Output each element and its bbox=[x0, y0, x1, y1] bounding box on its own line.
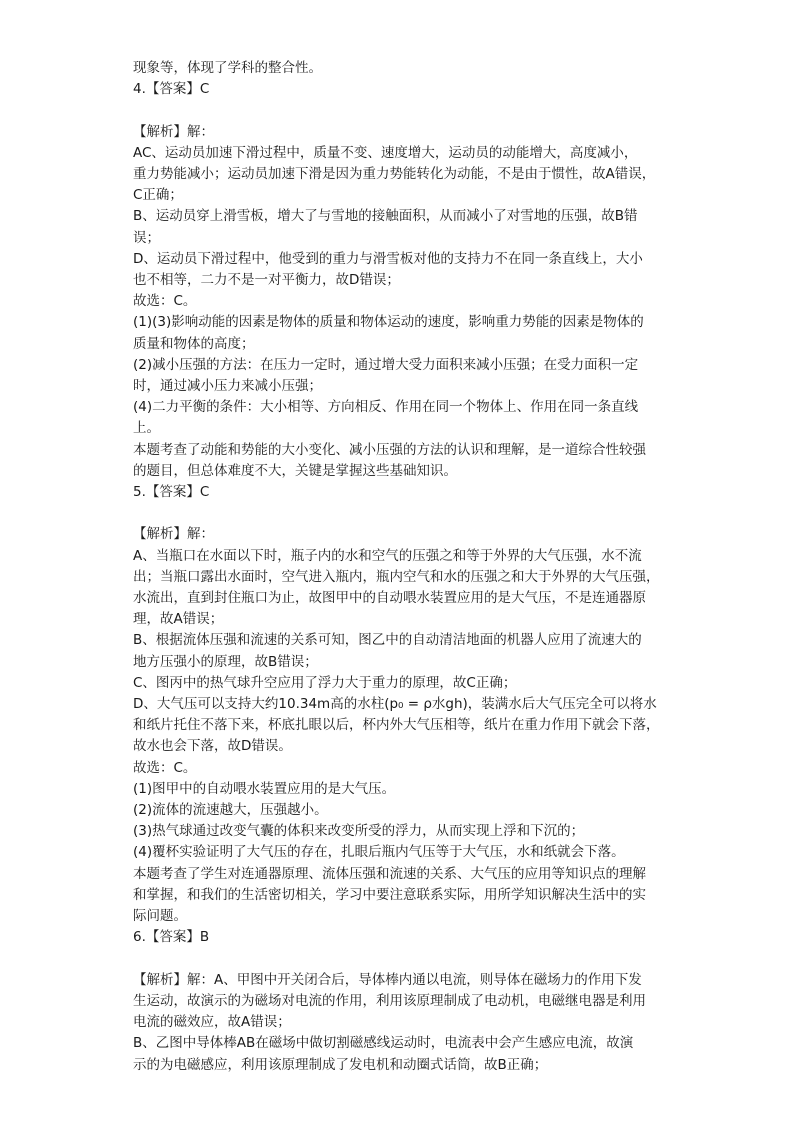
text-line: 故水也会下落，故D错误。 bbox=[133, 738, 292, 755]
text-line: 现象等，体现了学科的整合性。 bbox=[133, 60, 322, 76]
blank-line bbox=[133, 949, 673, 970]
blank-line bbox=[133, 503, 673, 524]
text-line: 和掌握，和我们的生活密切相关，学习中要注意联系实际，用所学知识解决生活中的实 bbox=[133, 886, 646, 903]
text-line: 示的为电磁感应，利用该原理制成了发电机和动圈式话筒，故B正确； bbox=[133, 1056, 548, 1073]
text-line: 故选：C。 bbox=[133, 293, 197, 310]
text-line: 【解析】解： bbox=[133, 526, 214, 543]
text-line: 5.【答案】C bbox=[133, 484, 210, 501]
text-line: (1)图甲中的自动喂水装置应用的是大气压。 bbox=[133, 780, 396, 797]
text-line: 【解析】解：A、甲图中开关闭合后，导体棒内通以电流，则导体在磁场力的作用下发 bbox=[133, 971, 642, 988]
text-line: 的题目，但总体难度不大，关键是掌握这些基础知识。 bbox=[133, 462, 457, 479]
text-line: 出；当瓶口露出水面时，空气进入瓶内，瓶内空气和水的压强之和大于外界的大气压强， bbox=[133, 568, 660, 585]
text-line: D、大气压可以支持大约10.34m高的水柱(p₀ = ρ水gh)，装满水后大气压完全可以将水 bbox=[133, 696, 657, 713]
text-line: (4)覆杯实验证明了大气压的存在，扎眼后瓶内气压等于大气压，水和纸就会下落。 bbox=[133, 844, 625, 861]
text-line: 水流出，直到封住瓶口为止，故图甲中的自动喂水装置应用的是大气压，不是连通器原 bbox=[133, 590, 646, 607]
text-line: (4)二力平衡的条件：大小相等、方向相反、作用在同一个物体上、作用在同一条直线 bbox=[133, 399, 639, 416]
text-line: 生运动，故演示的为磁场对电流的作用，利用该原理制成了电动机，电磁继电器是利用 bbox=[133, 992, 646, 1009]
text-line: 理，故A错误； bbox=[133, 611, 224, 628]
text-line: 上。 bbox=[133, 420, 160, 437]
text-line: C、图丙中的热气球升空应用了浮力大于重力的原理，故C正确； bbox=[133, 674, 517, 691]
text-line: 故选：C。 bbox=[133, 759, 197, 776]
text-line: 误； bbox=[133, 229, 160, 246]
text-line: C正确； bbox=[133, 187, 183, 204]
text-line: D、运动员下滑过程中，他受到的重力与滑雪板对他的支持力不在同一条直线上，大小 bbox=[133, 250, 643, 267]
text-line: 质量和物体的高度； bbox=[133, 335, 255, 352]
text-line: 【解析】解： bbox=[133, 123, 214, 140]
text-line: (2)减小压强的方法：在压力一定时，通过增大受力面积来减小压强；在受力面积一定 bbox=[133, 356, 639, 373]
text-line: B、根据流体压强和流速的关系可知，图乙中的自动清洁地面的机器人应用了流速大的 bbox=[133, 632, 642, 649]
text-line: 本题考查了动能和势能的大小变化、减小压强的方法的认识和理解，是一道综合性较强 bbox=[133, 441, 646, 458]
document-page bbox=[133, 58, 673, 1076]
text-line: B、运动员穿上滑雪板，增大了与雪地的接触面积，从而减小了对雪地的压强，故B错 bbox=[133, 208, 638, 225]
text-line: (3)热气球通过改变气囊的体积来改变所受的浮力，从而实现上浮和下沉的； bbox=[133, 823, 585, 840]
text-line: (1)(3)影响动能的因素是物体的质量和物体运动的速度，影响重力势能的因素是物体的 bbox=[133, 314, 644, 331]
text-line: 本题考查了学生对连通器原理、流体压强和流速的关系、大气压的应用等知识点的理解 bbox=[133, 865, 646, 882]
text-line: AC、运动员加速下滑过程中，质量不变、速度增大，运动员的动能增大，高度减小， bbox=[133, 144, 638, 161]
text-line: 也不相等，二力不是一对平衡力，故D错误； bbox=[133, 272, 400, 289]
text-line: 4.【答案】C bbox=[133, 81, 210, 98]
text-line: 地方压强小的原理，故B错误； bbox=[133, 653, 318, 670]
text-line: 际问题。 bbox=[133, 908, 187, 925]
text-line: 重力势能减小；运动员加速下滑是因为重力势能转化为动能，不是由于惯性，故A错误， bbox=[133, 166, 656, 182]
text-line: 和纸片托住不落下来，杯底扎眼以后，杯内外大气压相等，纸片在重力作用下就会下落， bbox=[133, 717, 660, 734]
text-line: (2)流体的流速越大，压强越小。 bbox=[133, 802, 328, 819]
text-line: B、乙图中导体棒AB在磁场中做切割磁感线运动时，电流表中会产生感应电流，故演 bbox=[133, 1035, 634, 1052]
blank-line bbox=[133, 100, 673, 121]
text-line: 电流的磁效应，故A错误； bbox=[133, 1014, 291, 1031]
text-line: 6.【答案】B bbox=[133, 929, 210, 946]
text-line: 时，通过减小压力来减小压强； bbox=[133, 378, 322, 395]
text-line: A、当瓶口在水面以下时，瓶子内的水和空气的压强之和等于外界的大气压强，水不流 bbox=[133, 547, 642, 564]
